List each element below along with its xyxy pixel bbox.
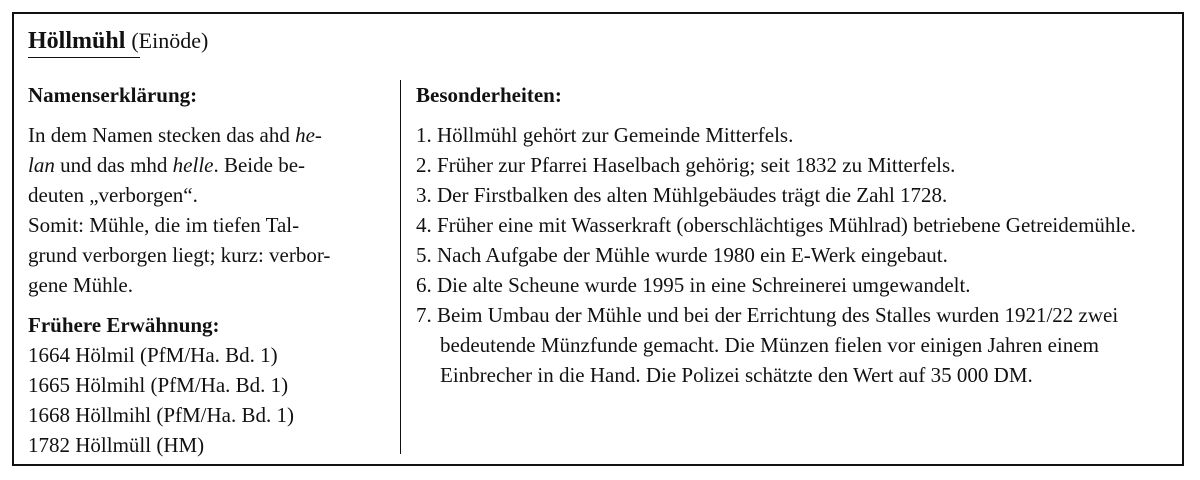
features-heading: Besonderheiten: <box>416 83 562 107</box>
earlier-mentions-heading: Frühere Erwähnung: <box>28 313 220 337</box>
feature-item: 7. Beim Umbau der Mühle und bei der Errichtung des Stalles wurden 1921/22 zwei bedeutende Münzfunde gemacht. Die Münzen fielen vor einigen Jahren einem Einbrecher in die Hand. Die Polizei schätzte den Wert auf 35 000 DM. <box>416 303 1119 387</box>
text-span: deuten „verborgen“. <box>28 183 198 207</box>
mention-entry: 1664 Hölmil (PfM/Ha. Bd. 1) <box>28 343 278 367</box>
mention-entry: 1782 Höllmüll (HM) <box>28 433 205 457</box>
left-column <box>28 80 384 460</box>
title-underline <box>28 57 140 58</box>
feature-item: 6. Die alte Scheune wurde 1995 in eine Schreinerei umgewandelt. <box>416 273 971 297</box>
name-explanation-summary <box>28 210 384 300</box>
name-explanation-heading: Namenserklärung: <box>28 83 198 107</box>
place-name: Höllmühl <box>28 28 126 54</box>
place-type: (Einöde) <box>131 28 209 53</box>
mention-entry: 1668 Höllmihl (PfM/Ha. Bd. 1) <box>28 403 294 427</box>
feature-item: 1. Höllmühl gehört zur Gemeinde Mitterfels. <box>416 123 794 147</box>
name-explanation-text <box>28 120 384 210</box>
text-span: gene Mühle. <box>28 273 133 297</box>
text-span: In dem Namen stecken das ahd <box>28 123 296 147</box>
text-span: grund verborgen liegt; kurz: verbor- <box>28 243 331 267</box>
text-span: . Beide be- <box>213 153 306 177</box>
text-span: und das mhd <box>54 153 173 177</box>
entry-frame <box>12 12 1184 466</box>
feature-item: 4. Früher eine mit Wasserkraft (oberschlächtiges Mühlrad) betriebene Getreidemühle. <box>416 213 1136 237</box>
feature-item: 5. Nach Aufgabe der Mühle wurde 1980 ein E-Werk eingebaut. <box>416 243 948 267</box>
mention-entry: 1665 Hölmihl (PfM/Ha. Bd. 1) <box>28 373 289 397</box>
italic-term: helle <box>172 153 214 177</box>
italic-term: lan <box>28 153 55 177</box>
right-column <box>416 80 1161 390</box>
column-divider <box>400 80 401 454</box>
features-list <box>416 120 1161 390</box>
feature-item: 3. Der Firstbalken des alten Mühlgebäudes trägt die Zahl 1728. <box>416 183 948 207</box>
text-span: Somit: Mühle, die im tiefen Tal- <box>28 213 300 237</box>
italic-term: he- <box>295 123 322 147</box>
entry-title <box>28 26 208 56</box>
feature-item: 2. Früher zur Pfarrei Haselbach gehörig; seit 1832 zu Mitterfels. <box>416 153 956 177</box>
